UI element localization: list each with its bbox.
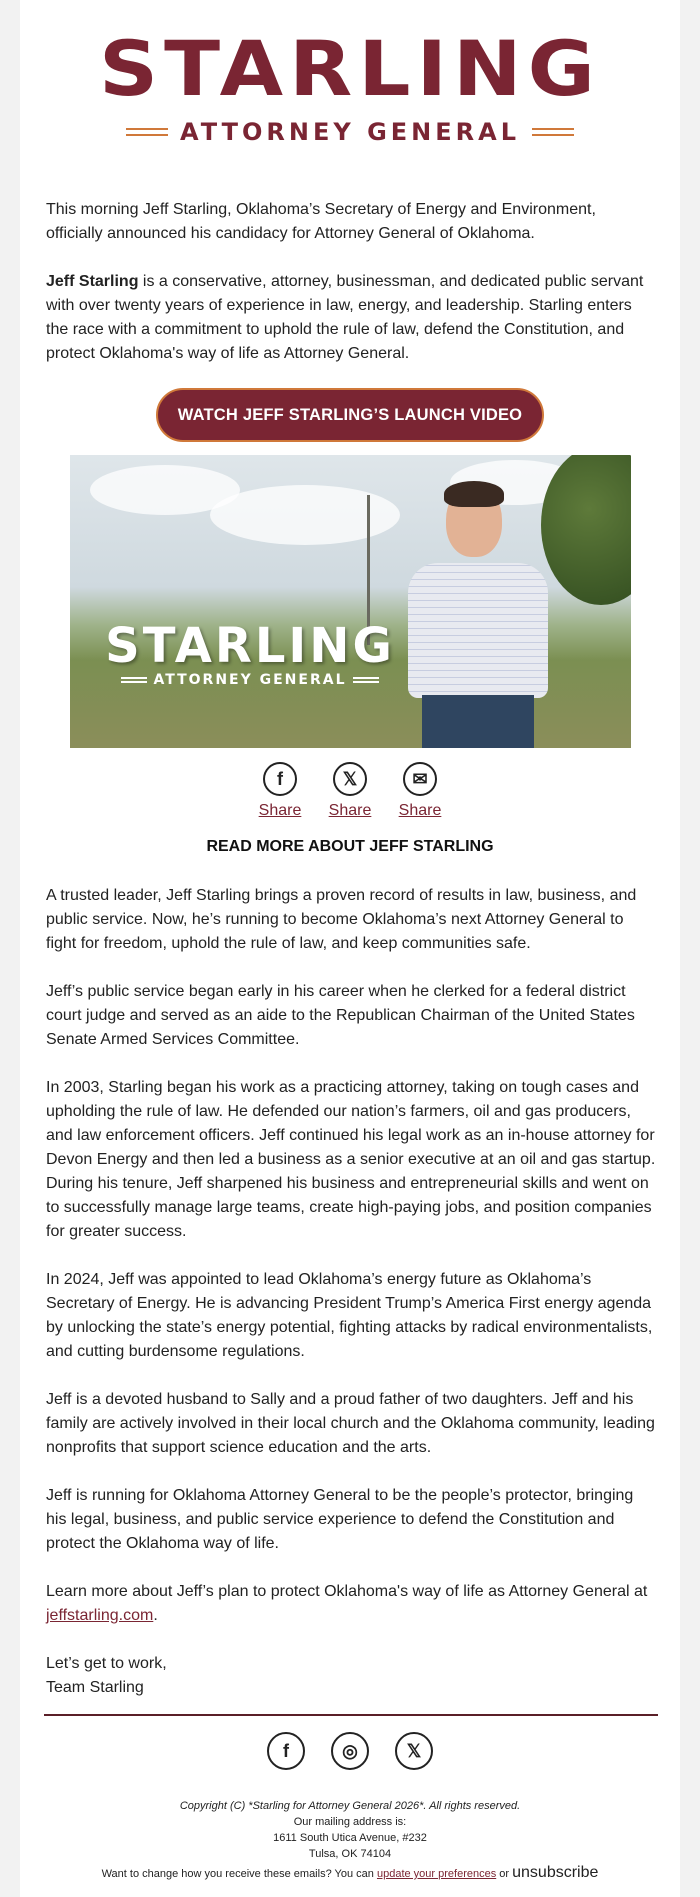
body-paragraph-3: In 2003, Starling began his work as a practicing attorney, taking on tough cases and upholding the rule of law. He defended our nation’s farmers, oil and gas producers, and law enforcement officers. Jeff continued his legal work as an in-house attorney for Devon Energy and then led a business as a senior executive at an oil and gas startup. During his tenure, Jeff sharpened his business and entrepreneurial skills and went on to successfully manage large teams, create high-paying jobs, and position companies for greater success. xyxy=(46,1079,656,1240)
or-text: or xyxy=(496,1868,513,1880)
preferences-text: Want to change how you receive these emails? You can xyxy=(101,1868,377,1880)
logo-wordmark: STARLING xyxy=(99,25,601,114)
share-row xyxy=(20,762,680,820)
footer-divider xyxy=(44,1714,658,1716)
share-x[interactable] xyxy=(325,762,375,820)
logo-left-lines xyxy=(126,128,168,136)
hero-logo-subtitle: ATTORNEY GENERAL xyxy=(153,672,347,688)
intro-paragraph-1: This morning Jeff Starling, Oklahoma’s Secretary of Energy and Environment, officially announced his candidacy for Attorney General of Oklahoma. xyxy=(46,201,596,242)
tree xyxy=(541,455,631,605)
cloud xyxy=(210,485,400,545)
intro-paragraph-2 xyxy=(46,270,656,366)
mailing-address-label: Our mailing address is: xyxy=(293,1816,407,1828)
share-email-link[interactable]: Share xyxy=(398,802,442,819)
address-line-2: Tulsa, OK 74104 xyxy=(308,1848,392,1860)
body-paragraph-5: Jeff is a devoted husband to Sally and a proud father of two daughters. Jeff and his family are actively involved in their local church and the Oklahoma community, leading nonprofits that support science education and the arts. xyxy=(46,1391,655,1456)
footer xyxy=(20,1798,680,1882)
hero-logo xyxy=(100,620,400,688)
hero-right-lines xyxy=(353,677,379,683)
candidate-jeans xyxy=(422,695,534,748)
signoff-line-1: Let’s get to work, xyxy=(46,1655,167,1672)
logo-subtitle-row xyxy=(20,118,680,146)
share-x-link[interactable]: Share xyxy=(328,802,372,819)
body-paragraph-7 xyxy=(46,1580,656,1628)
candidate-hair xyxy=(444,481,504,507)
read-more-heading: READ MORE ABOUT JEFF STARLING xyxy=(206,838,494,855)
unsubscribe-link[interactable]: unsubscribe xyxy=(512,1864,599,1881)
body-paragraph-2: Jeff’s public service began early in his career when he clerked for a federal district court judge and served as an aide to the Republican Chairman of the United States Senate Armed Services Committee. xyxy=(46,983,635,1048)
intro-name-bold: Jeff Starling xyxy=(46,273,139,290)
signoff-line-2: Team Starling xyxy=(46,1679,144,1696)
update-preferences-link[interactable]: update your preferences xyxy=(376,1868,497,1880)
share-facebook-link[interactable]: Share xyxy=(258,802,302,819)
learn-more-end: . xyxy=(153,1607,158,1624)
x-icon[interactable]: 𝕏 xyxy=(395,1732,433,1770)
hero-image[interactable] xyxy=(70,455,631,748)
facebook-icon[interactable]: f xyxy=(267,1732,305,1770)
body-paragraph-4: In 2024, Jeff was appointed to lead Oklahoma’s energy future as Oklahoma’s Secretary of Energy. He is advancing President Trump’s America First energy agenda by unlocking the state’s energy potential, fighting attacks by radical environmentalists, and cutting burdensome regulations. xyxy=(46,1271,653,1360)
logo-right-lines xyxy=(532,128,574,136)
email-icon[interactable]: ✉ xyxy=(403,762,437,796)
copyright-text: Copyright (C) *Starling for Attorney General 2026*. All rights reserved. xyxy=(179,1800,521,1812)
hero-logo-subtitle-row xyxy=(100,672,400,688)
logo-subtitle: ATTORNEY GENERAL xyxy=(179,118,521,146)
watch-launch-video-button[interactable]: WATCH JEFF STARLING’S LAUNCH VIDEO xyxy=(156,388,544,442)
share-facebook[interactable] xyxy=(255,762,305,820)
share-email[interactable] xyxy=(395,762,445,820)
intro-paragraph-2-text: is a conservative, attorney, businessman, and dedicated public servant with over twenty years of experience in law, energy, and leadership. Starling enters the race with a commitment to uphold the rule of law, defend the Constitution, and protect Oklahoma's way of life as Attorney General. xyxy=(46,273,644,362)
hero-left-lines xyxy=(121,677,147,683)
social-links-row xyxy=(20,1732,680,1770)
instagram-icon[interactable]: ◎ xyxy=(331,1732,369,1770)
preferences-line xyxy=(20,1865,680,1882)
facebook-icon[interactable]: f xyxy=(263,762,297,796)
website-link[interactable]: jeffstarling.com xyxy=(46,1607,154,1624)
hero-logo-wordmark: STARLING xyxy=(105,618,395,674)
address-line-1: 1611 South Utica Avenue, #232 xyxy=(273,1832,427,1844)
candidate-shirt xyxy=(408,563,548,698)
email-page xyxy=(20,0,680,1897)
candidate-photo xyxy=(408,485,548,748)
header-logo xyxy=(20,24,680,160)
body-paragraph-1: A trusted leader, Jeff Starling brings a proven record of results in law, business, and public service. Now, he’s running to become Oklahoma’s next Attorney General to fight for freedom, uphold the rule of law, and keep communities safe. xyxy=(46,887,637,952)
x-icon[interactable]: 𝕏 xyxy=(333,762,367,796)
learn-more-text: Learn more about Jeff’s plan to protect Oklahoma's way of life as Attorney General at xyxy=(46,1583,648,1600)
body-paragraph-6: Jeff is running for Oklahoma Attorney General to be the people’s protector, bringing his legal, business, and public service experience to defend the Constitution and protect the Oklahoma way of life. xyxy=(46,1487,634,1552)
